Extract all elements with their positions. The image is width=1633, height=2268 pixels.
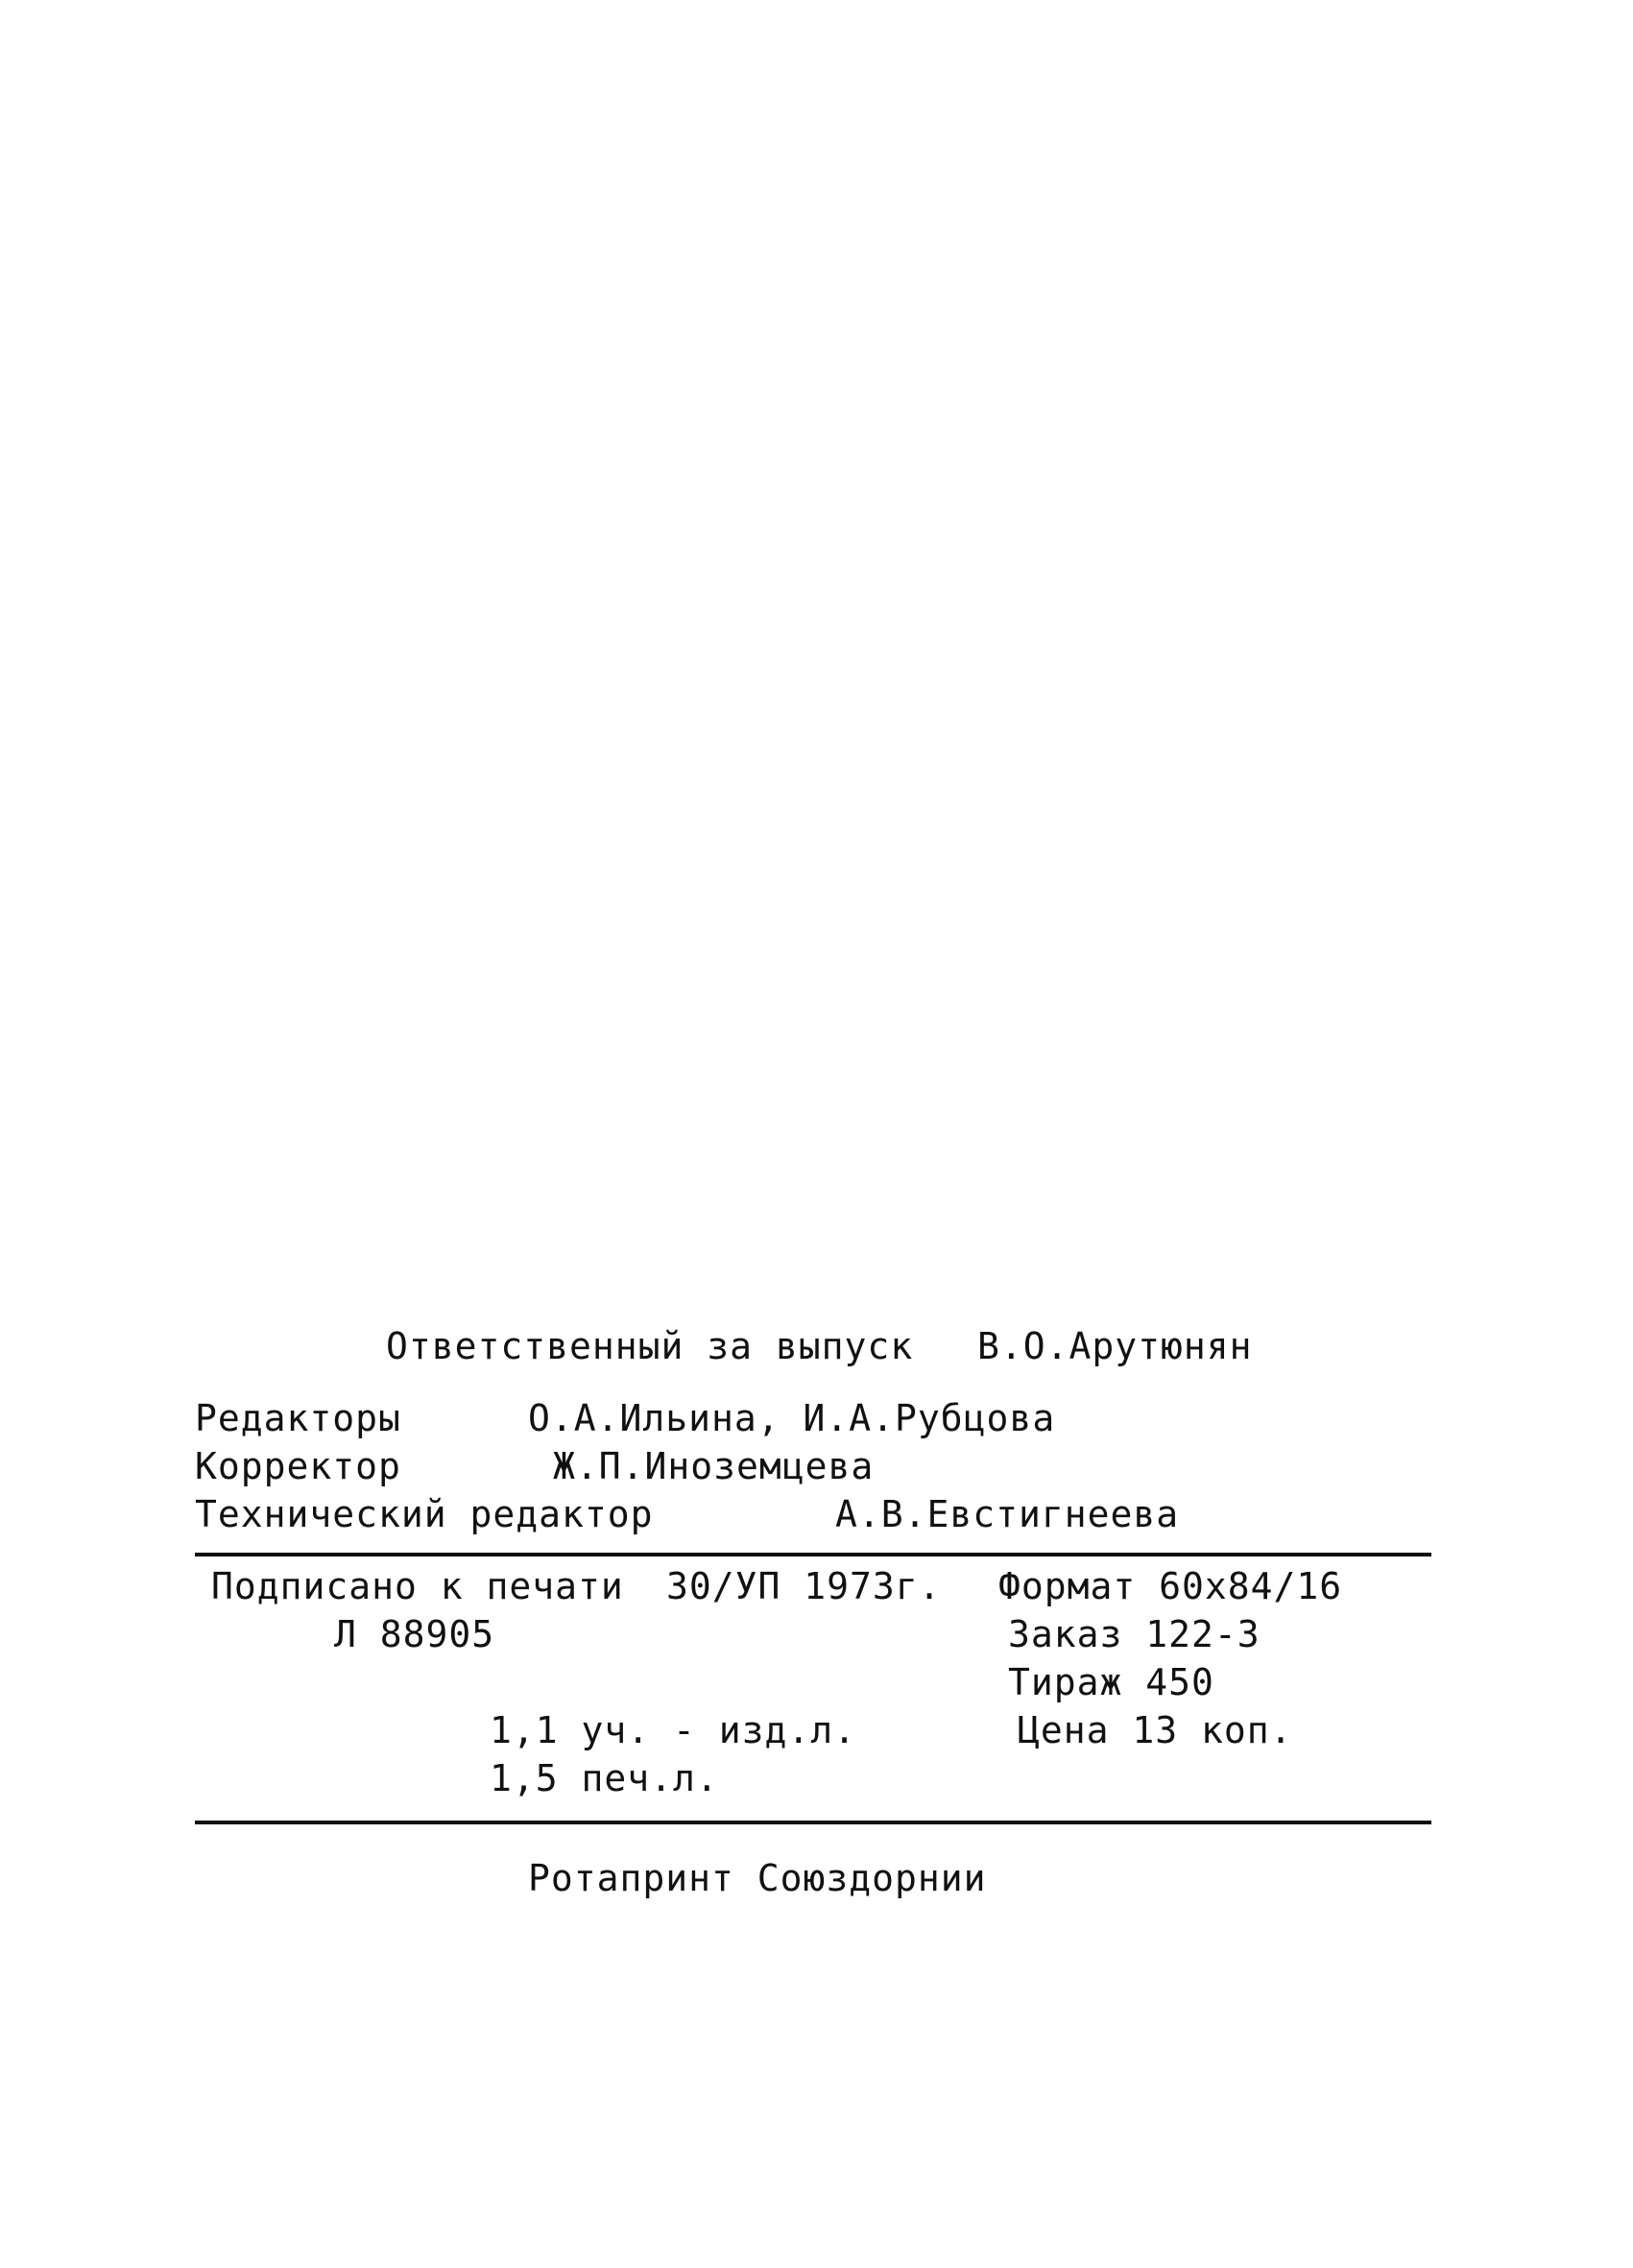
editors-label: Редакторы <box>195 1397 401 1439</box>
circulation-info: Тираж 450 <box>1008 1661 1214 1703</box>
corrector-name: Ж.П.Иноземцева <box>553 1445 875 1487</box>
printer-name: Ротапринт Союздорнии <box>528 1857 987 1899</box>
responsible-label: Ответственный за выпуск <box>386 1325 914 1367</box>
editors-names: О.А.Ильина, И.А.Рубцова <box>528 1397 1056 1439</box>
tech-editor-name: А.В.Евстигнеева <box>835 1493 1180 1535</box>
corrector-label: Корректор <box>195 1445 401 1487</box>
tech-editor-label: Технический редактор <box>195 1493 654 1535</box>
price-info: Цена 13 коп. <box>1018 1709 1293 1751</box>
bottom-divider <box>195 1821 1431 1824</box>
signed-date: 30/УП 1973г. <box>666 1565 942 1607</box>
order-info: Заказ 122-3 <box>1008 1613 1261 1655</box>
printed-sheets: 1,5 печ.л. <box>490 1757 719 1799</box>
publisher-sheets: 1,1 уч. - изд.л. <box>490 1709 857 1751</box>
license-number: Л 88905 <box>334 1613 495 1655</box>
format-info: Формат 60х84/16 <box>998 1565 1343 1607</box>
top-divider <box>195 1553 1431 1556</box>
responsible-name: В.О.Арутюнян <box>977 1325 1253 1367</box>
signed-label: Подписано к печати <box>211 1565 624 1607</box>
